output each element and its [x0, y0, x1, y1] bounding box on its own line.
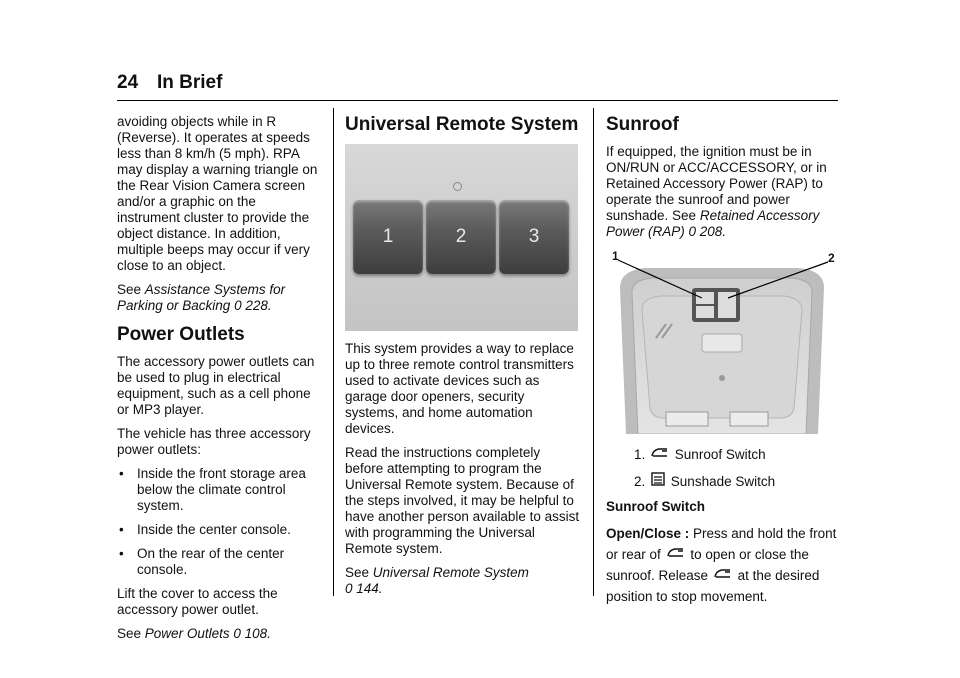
page-header: [117, 70, 838, 101]
see-prefix: See: [117, 282, 142, 297]
bullet-icon: •: [119, 466, 124, 481]
legend-number: 1.: [634, 447, 646, 462]
bullet-icon: •: [119, 546, 124, 561]
list-item-text: Inside the center console.: [137, 522, 291, 537]
open-close-paragraph: [606, 523, 838, 607]
list-item-text: Inside the front storage area below the climate control system.: [137, 466, 306, 513]
see-reference: [117, 282, 322, 314]
remote-button-1: 1: [353, 200, 423, 274]
column-divider: [593, 108, 594, 596]
column-1: [117, 114, 322, 650]
list-item: [117, 522, 322, 538]
overhead-console-drawing: [606, 248, 838, 434]
instruction-text: Press and hold the front or rear of: [606, 526, 837, 562]
see-prefix: See: [345, 565, 370, 580]
legend-item: [634, 472, 838, 491]
legend-item: [634, 446, 838, 464]
page-number: 24: [117, 72, 139, 93]
remote-paragraph-1: This system provides a way to replace up to three remote control transmitters used to activate devices such as garage door openers, security systems, and home automation devices.: [345, 341, 574, 436]
cross-reference-link[interactable]: Assistance Systems for Parking or Backing: [117, 282, 286, 313]
sunshade-icon: [651, 472, 665, 491]
page-reference: 0 208.: [688, 224, 727, 239]
page-reference: 0 144.: [345, 581, 383, 596]
indicator-light-icon: [453, 182, 462, 191]
page-reference: 0 108.: [233, 626, 271, 641]
legend-label: Sunshade Switch: [670, 474, 776, 489]
bullet-icon: •: [119, 522, 124, 537]
remote-button-bar: [353, 200, 571, 274]
remote-button-2: 2: [426, 200, 496, 274]
list-item: [117, 466, 322, 514]
list-item: [117, 546, 322, 578]
power-outlets-heading: Power Outlets: [117, 324, 245, 345]
rpa-paragraph: avoiding objects while in R (Reverse). It operates at speeds less than 8 km/h (5 mph). RPA may display a warning triangle on the Rear Vision Camera screen and/or a graphic on the instrument cluster to provide the object distance. In addition, multiple beeps may occur if very close to an object.: [117, 114, 318, 273]
page-title: In Brief: [157, 72, 223, 93]
sunroof-switch-subheading: Sunroof Switch: [606, 499, 705, 514]
see-reference: [117, 626, 322, 642]
sunroof-paragraph: [606, 144, 838, 240]
power-paragraph-2: The vehicle has three accessory power outlets:: [117, 426, 311, 457]
power-paragraph-3: Lift the cover to access the accessory power outlet.: [117, 586, 278, 617]
universal-remote-heading: Universal Remote System: [345, 114, 579, 135]
sunroof-paragraph-text: If equipped, the ignition must be in ON/RUN or ACC/ACCESSORY, or in Retained Accessory Power (RAP) to operate the sunroof and power sunshade. See: [606, 144, 827, 223]
column-divider: [333, 108, 334, 596]
column-2: [345, 114, 581, 605]
instruction-text: at the desired position to stop movement.: [606, 568, 820, 604]
open-close-label: Open/Close :: [606, 526, 690, 541]
power-paragraph-1: The accessory power outlets can be used to plug in electrical equipment, such as a cell phone or MP3 player.: [117, 354, 315, 417]
instruction-text: to open or close the sunroof. Release: [606, 547, 809, 583]
sunroof-console-image: [606, 248, 838, 434]
see-prefix: See: [117, 626, 142, 641]
column-3: [606, 114, 838, 615]
cross-reference-link[interactable]: Retained Accessory Power (RAP): [606, 208, 820, 239]
cross-reference-link[interactable]: Power Outlets: [144, 626, 230, 641]
callout-1: 1: [612, 249, 619, 263]
see-reference: [345, 565, 581, 597]
legend-label: Sunroof Switch: [674, 447, 766, 462]
callout-2: 2: [828, 251, 835, 265]
cross-reference-link[interactable]: Universal Remote System: [372, 565, 529, 580]
legend-number: 2.: [634, 474, 646, 489]
remote-button-3: 3: [499, 200, 569, 274]
remote-paragraph-2: Read the instructions completely before attempting to program the Universal Remote system. Because of the steps involved, it may be helpful to have another person available to assist with programming the Universal Remote system.: [345, 445, 580, 556]
list-item-text: On the rear of the center console.: [137, 546, 285, 577]
page-reference: 0 228.: [234, 298, 272, 313]
sunroof-heading: Sunroof: [606, 114, 679, 135]
universal-remote-image: [345, 144, 578, 331]
sunroof-icon: [667, 544, 685, 565]
sunroof-icon: [714, 565, 732, 586]
sunroof-icon: [651, 446, 669, 464]
